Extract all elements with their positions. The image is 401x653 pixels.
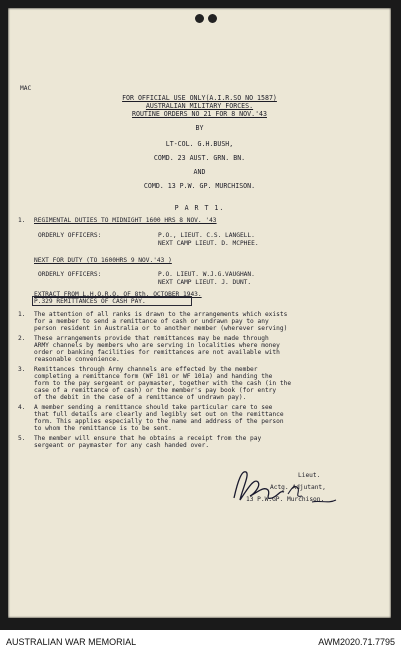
next-orderly-label: ORDERLY OFFICERS: xyxy=(38,271,102,278)
orderly-officer-2: NEXT CAMP LIEUT. D. MCPHEE. xyxy=(158,240,259,247)
paragraph-line: order or banking facilities for remittances are not available with xyxy=(34,349,280,356)
header-command-1: COMD. 23 AUST. GRN. BN. xyxy=(153,154,246,162)
paragraph-line: form to the pay sergeant or paymaster, together with the cash (in the xyxy=(34,380,292,387)
paragraph-number: 2. xyxy=(18,335,26,342)
paragraph-line: A member sending a remittance should take particular care to see xyxy=(34,404,273,411)
header-org: AUSTRALIAN MILITARY FORCES. xyxy=(145,102,254,110)
paragraph-number: 1. xyxy=(18,311,26,318)
paragraph-line: Remittances through Army channels are effected by the member xyxy=(34,366,258,373)
paragraph-line: ARMY channels by members who are serving in localities where money xyxy=(34,342,280,349)
paragraph-line: person resident in Australia or to another member (wherever serving) xyxy=(34,325,288,332)
header-classification: FOR OFFICIAL USE ONLY(A.I.R.SO NO 1587) xyxy=(122,94,277,102)
paragraph-line: case of a remittance of cash) or the member's pay book (for entry xyxy=(34,387,277,394)
part-heading: P A R T 1. xyxy=(174,204,225,212)
paragraph-number: 3. xyxy=(18,366,26,373)
paragraph-line: that full details are clearly and legibly set out on the remittance xyxy=(34,411,284,418)
paragraph-line: These arrangements provide that remittances may be made through xyxy=(34,335,269,342)
signature-unit: 13 P.W.GP. Murchison. xyxy=(246,496,325,503)
item-number: 1. xyxy=(18,217,26,224)
boxed-heading-frame xyxy=(32,296,192,306)
item-title: REGIMENTAL DUTIES TO MIDNIGHT 1600 HRS 8 NOV. '43 xyxy=(34,217,217,224)
punch-hole xyxy=(195,14,204,23)
archive-footer xyxy=(0,630,401,653)
header-officer: LT-COL. G.H.BUSH, xyxy=(165,140,234,148)
paragraph-line: reasonable convenience. xyxy=(34,356,120,363)
paragraph-line: The member will ensure that he obtains a receipt from the pay xyxy=(34,435,262,442)
document-page xyxy=(8,8,391,618)
header-orders-title: ROUTINE ORDERS NO 21 FOR 8 NOV.'43 xyxy=(132,110,267,118)
paragraph-line: form. This applies especially to the name and address of the person xyxy=(34,418,284,425)
paragraph-line: for a member to send a remittance of cash or undrawn pay to any xyxy=(34,318,269,325)
orderly-officer-1: P.O., LIEUT. C.S. LANGELL. xyxy=(158,232,255,239)
extract-line: EXTRACT FROM L.H.Q.R.O. OF 8th. OCTOBER 1943. xyxy=(34,291,202,298)
corner-mark: MAC xyxy=(20,85,32,92)
extract-subject: P.329 REMITTANCES OF CASH PAY. xyxy=(34,298,146,305)
paragraph-line: The attention of all ranks is drawn to the arrangements which exists xyxy=(34,311,288,318)
signature-rank: Lieut. xyxy=(298,472,321,479)
punch-hole xyxy=(208,14,217,23)
paragraph-line: sergeant or paymaster for any cash handed over. xyxy=(34,442,210,449)
header-by: BY xyxy=(195,124,204,132)
paragraph-number: 5. xyxy=(18,435,26,442)
next-duty-title: NEXT FOR DUTY (TO 1600HRS 9 NOV.'43 ) xyxy=(34,257,172,264)
paragraph-line: of the debit in the case of a remittance of undrawn pay). xyxy=(34,394,247,401)
next-orderly-officer-2: NEXT CAMP LIEUT. J. DUNT. xyxy=(158,279,252,286)
orderly-label: ORDERLY OFFICERS: xyxy=(38,232,102,239)
header-and: AND xyxy=(193,168,206,176)
next-orderly-officer-1: P.O. LIEUT. W.J.G.VAUGHAN. xyxy=(158,271,255,278)
footer-accession-number: AWM2020.71.7795 xyxy=(318,637,395,647)
header-command-2: COMD. 13 P.W. GP. MURCHISON. xyxy=(143,182,256,190)
paragraph-line: to whom the remittance is to be sent. xyxy=(34,425,172,432)
footer-institution: AUSTRALIAN WAR MEMORIAL xyxy=(6,637,137,647)
signature-title: Actg. Adjutant, xyxy=(270,484,326,491)
paragraph-number: 4. xyxy=(18,404,26,411)
paragraph-line: completing a remittance form (WF 101 or WF 101a) and handing the xyxy=(34,373,273,380)
